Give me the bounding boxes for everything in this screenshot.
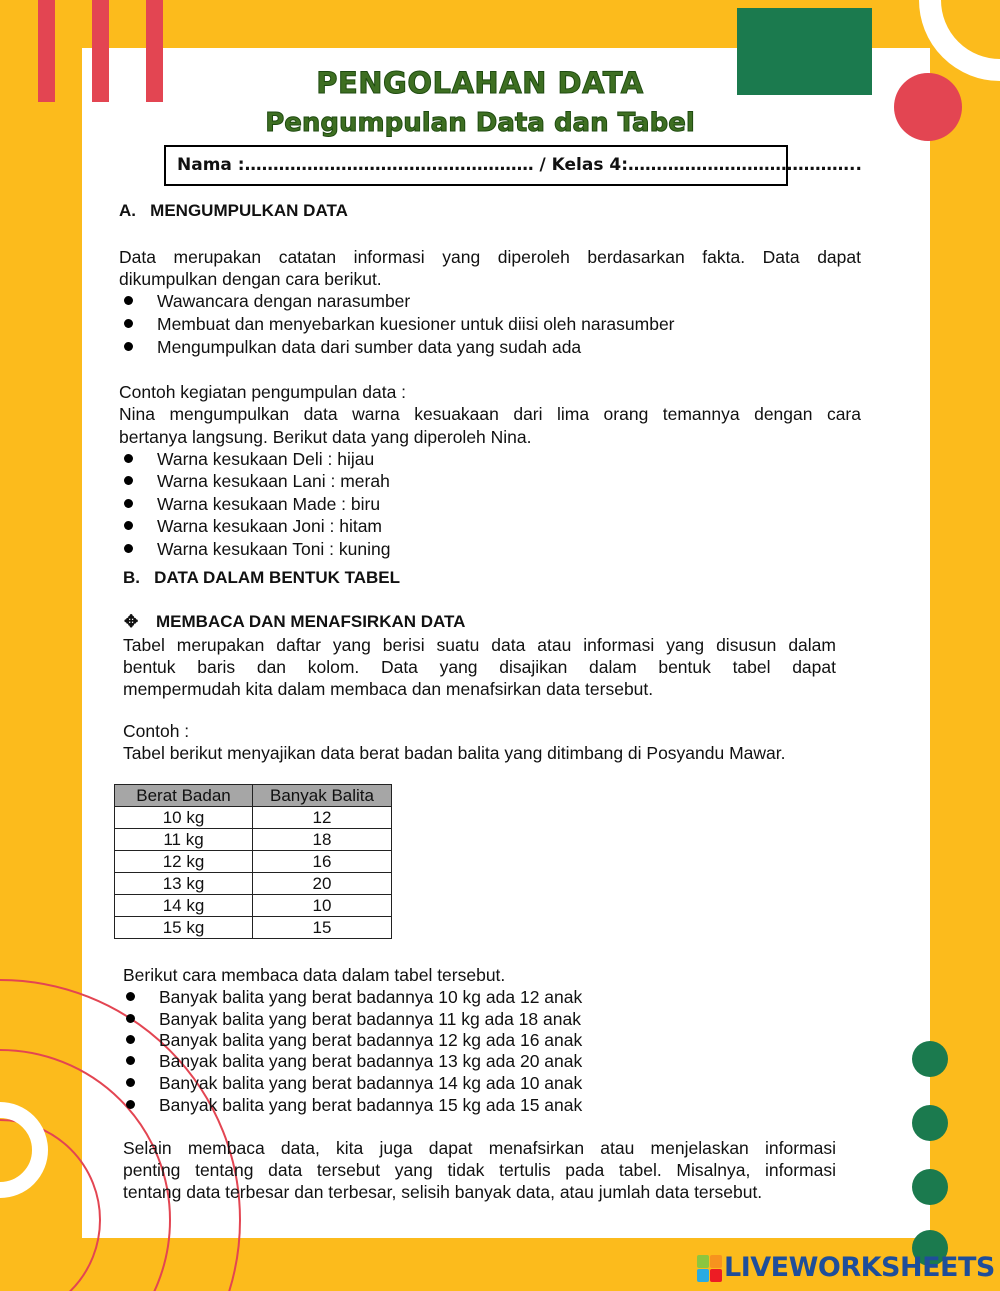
section-b-heading: B. DATA DALAM BENTUK TABEL: [123, 568, 401, 587]
bullet-icon: [126, 1056, 135, 1065]
section-b-subheading: ✥ MEMBACA DAN MENAFSIRKAN DATA: [124, 612, 466, 631]
logo-letter: [710, 1269, 722, 1282]
closing-line1: Selain membaca data, kita juga dapat menafsirkan atau menjelaskan informasi: [123, 1138, 836, 1158]
list-item: Warna kesukaan Toni : kuning: [124, 538, 390, 560]
bullet-icon: [126, 1100, 135, 1109]
list-item: Warna kesukaan Deli : hijau: [124, 448, 374, 470]
bullet-icon: [124, 342, 133, 351]
name-class-field[interactable]: Nama :…………………………………………… / Kelas 4:…………………………………..: [164, 145, 788, 186]
table-cell: 10: [253, 895, 392, 917]
red-arc-1: [0, 1120, 100, 1291]
list-item: Warna kesukaan Made : biru: [124, 493, 380, 515]
bullet-icon: [126, 1014, 135, 1023]
bullet-icon: [124, 319, 133, 328]
green-dot-3: [912, 1169, 948, 1205]
table-cell: 16: [253, 851, 392, 873]
white-arc-top-right: [930, 0, 1000, 70]
table-cell: 18: [253, 829, 392, 851]
table-cell: 12 kg: [115, 851, 253, 873]
bullet-icon: [124, 476, 133, 485]
logo-letter: [697, 1269, 709, 1282]
page-title: PENGOLAHAN DATA: [316, 66, 644, 100]
table-cell: 10 kg: [115, 807, 253, 829]
section-a-intro-line1: Data merupakan catatan informasi yang diperoleh berdasarkan fakta. Data dapat: [119, 247, 861, 267]
liveworksheets-watermark[interactable]: [697, 1252, 995, 1283]
list-item: Warna kesukaan Joni : hitam: [124, 515, 382, 537]
list-item: Wawancara dengan narasumber: [124, 290, 410, 312]
table-row: [115, 807, 392, 829]
table-example-text: Tabel berikut menyajikan data berat badan balita yang ditimbang di Posyandu Mawar.: [123, 743, 786, 763]
list-item: Mengumpulkan data dari sumber data yang sudah ada: [124, 336, 581, 358]
table-row: [115, 851, 392, 873]
section-a-intro-line2: dikumpulkan dengan cara berikut.: [119, 269, 382, 289]
list-item: Membuat dan menyebarkan kuesioner untuk diisi oleh narasumber: [124, 313, 675, 335]
list-item: Banyak balita yang berat badannya 15 kg ada 15 anak: [126, 1094, 582, 1116]
section-b-desc-line1: Tabel merupakan daftar yang berisi suatu data atau informasi yang disusun dalam: [123, 635, 836, 655]
page-subtitle: Pengumpulan Data dan Tabel: [265, 108, 695, 138]
bullet-icon: [124, 544, 133, 553]
green-dot-2: [912, 1105, 948, 1141]
list-item: Banyak balita yang berat badannya 10 kg ada 12 anak: [126, 986, 582, 1008]
bullet-icon: [126, 992, 135, 1001]
table-cell: 15 kg: [115, 917, 253, 939]
list-item: Warna kesukaan Lani : merah: [124, 470, 390, 492]
list-item: Banyak balita yang berat badannya 13 kg ada 20 anak: [126, 1050, 582, 1072]
table-cell: 12: [253, 807, 392, 829]
list-item: Banyak balita yang berat badannya 12 kg ada 16 anak: [126, 1029, 582, 1051]
section-b-desc-line2: bentuk baris dan kolom. Data yang disajikan dalam bentuk tabel dapat: [123, 657, 836, 677]
bullet-icon: [126, 1035, 135, 1044]
table-cell: 14 kg: [115, 895, 253, 917]
column-header: Banyak Balita: [253, 785, 392, 807]
bullet-icon: [126, 1078, 135, 1087]
table-cell: 11 kg: [115, 829, 253, 851]
white-arc-bottom-left: [0, 1110, 40, 1190]
liveworksheets-logo-icon: [697, 1255, 721, 1281]
diamond-bullet-icon: ✥: [124, 612, 139, 631]
bullet-icon: [124, 499, 133, 508]
green-dot-1: [912, 1041, 948, 1077]
list-item: Banyak balita yang berat badannya 14 kg ada 10 anak: [126, 1072, 582, 1094]
table-row: [115, 873, 392, 895]
reading-intro: Berikut cara membaca data dalam tabel tersebut.: [123, 965, 506, 985]
example-line1: Nina mengumpulkan data warna kesuakaan dari lima orang temannya dengan cara: [119, 404, 861, 424]
column-header: Berat Badan: [115, 785, 253, 807]
table-header-row: [115, 785, 392, 807]
weight-table: [114, 784, 392, 939]
bullet-icon: [124, 296, 133, 305]
section-b-desc-line3: mempermudah kita dalam membaca dan menafsirkan data tersebut.: [123, 679, 654, 699]
table-row: [115, 895, 392, 917]
list-item: Banyak balita yang berat badannya 11 kg ada 18 anak: [126, 1008, 581, 1030]
example-line2: bertanya langsung. Berikut data yang diperoleh Nina.: [119, 427, 532, 447]
logo-letter: [697, 1255, 709, 1268]
table-row: [115, 829, 392, 851]
table-cell: 20: [253, 873, 392, 895]
closing-line3: tentang data terbesar dan terbesar, selisih banyak data, atau jumlah data tersebut.: [123, 1182, 763, 1202]
table-example-label: Contoh :: [123, 721, 190, 741]
bullet-icon: [124, 521, 133, 530]
logo-letter: [710, 1255, 722, 1268]
table-cell: 15: [253, 917, 392, 939]
table-row: [115, 917, 392, 939]
section-a-heading: A. MENGUMPULKAN DATA: [119, 201, 348, 220]
example-label: Contoh kegiatan pengumpulan data :: [119, 382, 407, 402]
closing-line2: penting tentang data tersebut yang tidak tertulis pada tabel. Misalnya, informasi: [123, 1160, 836, 1180]
table-cell: 13 kg: [115, 873, 253, 895]
watermark-text: LIVEWORKSHEETS: [724, 1252, 995, 1283]
bullet-icon: [124, 454, 133, 463]
